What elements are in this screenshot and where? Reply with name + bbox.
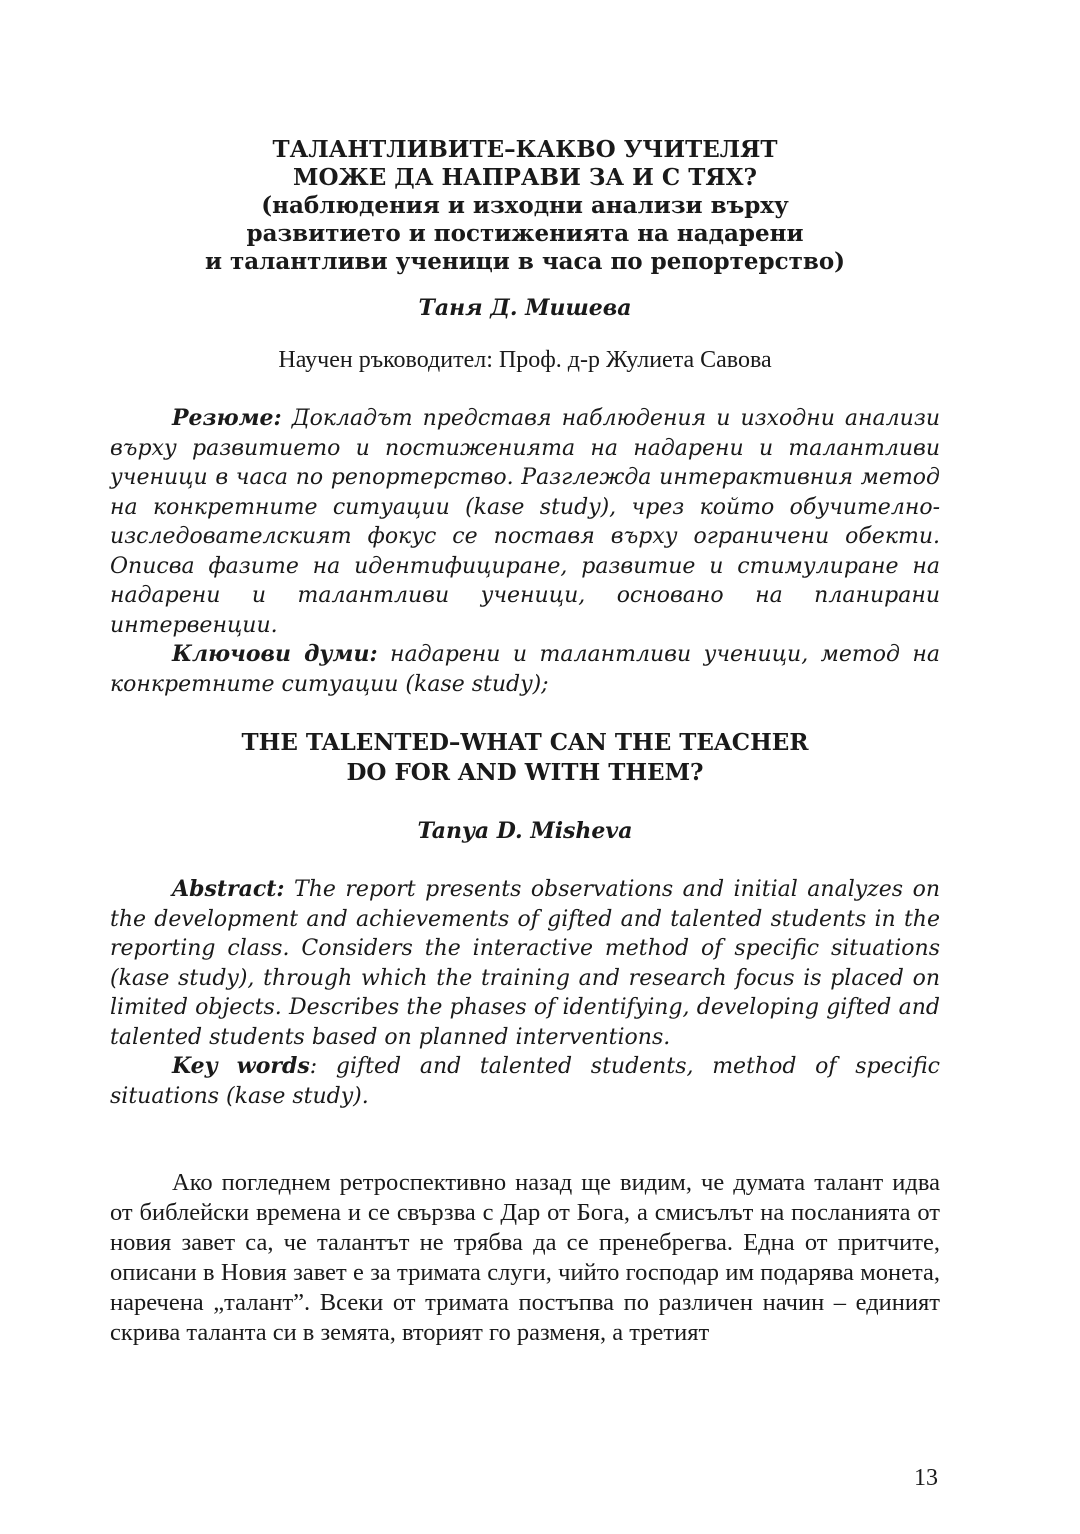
title-line: DO FOR AND WITH THEM?	[346, 759, 704, 786]
body-paragraph: Ако погледнем ретроспективно назад ще видим, че думата талант идва от библейски времена и се свързва с Дар от Бога, а смисълът на посланията от новия завет са, че талантът не трябва да се пренебрегва. Една от притчите, описани в Новия завет е за тримата слуги, чийто господар им подарява монета, наречена „талант”. Всеки от тримата постъпва по различен начин – единият скрива таланта си в земята, вторият го разменя, а третият	[110, 1169, 940, 1346]
title-line: (наблюдения и изходни анализи върху	[261, 192, 789, 219]
keywords-paragraph	[110, 640, 940, 699]
abstract-paragraph	[110, 875, 940, 1052]
scientific-supervisor: Научен ръководител: Проф. д-р Жулиета Савова	[278, 347, 772, 373]
title-line: МОЖЕ ДА НАПРАВИ ЗА И С ТЯХ?	[293, 164, 757, 191]
title-line: развитието и постиженията на надарени	[246, 220, 804, 247]
keywords-text: : gifted and talented students, method of specific situations (kase study).	[110, 1054, 940, 1109]
article-title-english	[110, 728, 940, 788]
keywords-label: Ключови думи:	[172, 641, 378, 667]
title-line: THE TALENTED–WHAT CAN THE TEACHER	[241, 729, 809, 756]
title-line: ТАЛАНТЛИВИТЕ–КАКВО УЧИТЕЛЯТ	[272, 136, 778, 163]
title-line: и талантливи ученици в часа по репортерство)	[204, 248, 846, 275]
abstract-paragraph	[110, 404, 940, 640]
abstract-english	[110, 875, 940, 1111]
abstract-bulgarian	[110, 404, 940, 699]
page-number: 13	[914, 1465, 938, 1491]
abstract-label: Резюме:	[172, 405, 282, 431]
author-bulgarian: Таня Д. Мишева	[418, 295, 632, 321]
author-english: Tanya D. Misheva	[417, 818, 633, 844]
keywords-paragraph	[110, 1052, 940, 1111]
abstract-text: Докладът представя наблюдения и изходни анализи върху развитието и постиженията на надарени и талантливи ученици в часа по репортерство. Разглежда интерактивния метод на конкретните ситуации (kase study), чрез който обучително-изследователският фокус се поставя върху ограничени обекти. Описва фазите на идентифициране, развитие и стимулиране на надарени и талантливи ученици, основано на планирани интервенции.	[110, 406, 940, 638]
abstract-text: The report presents observations and initial analyzes on the development and achievements of gifted and talented students in the reporting class. Considers the interactive method of specific situations (kase study), through which the training and research focus is placed on limited objects. Describes the phases of identifying, developing gifted and talented students based on planned interventions.	[110, 877, 940, 1050]
article-title-bulgarian	[110, 136, 940, 276]
abstract-label: Abstract:	[172, 876, 285, 902]
keywords-text: надарени и талантливи ученици, метод на конкретните ситуации (kase study);	[110, 642, 941, 697]
keywords-label: Key words	[172, 1053, 310, 1079]
